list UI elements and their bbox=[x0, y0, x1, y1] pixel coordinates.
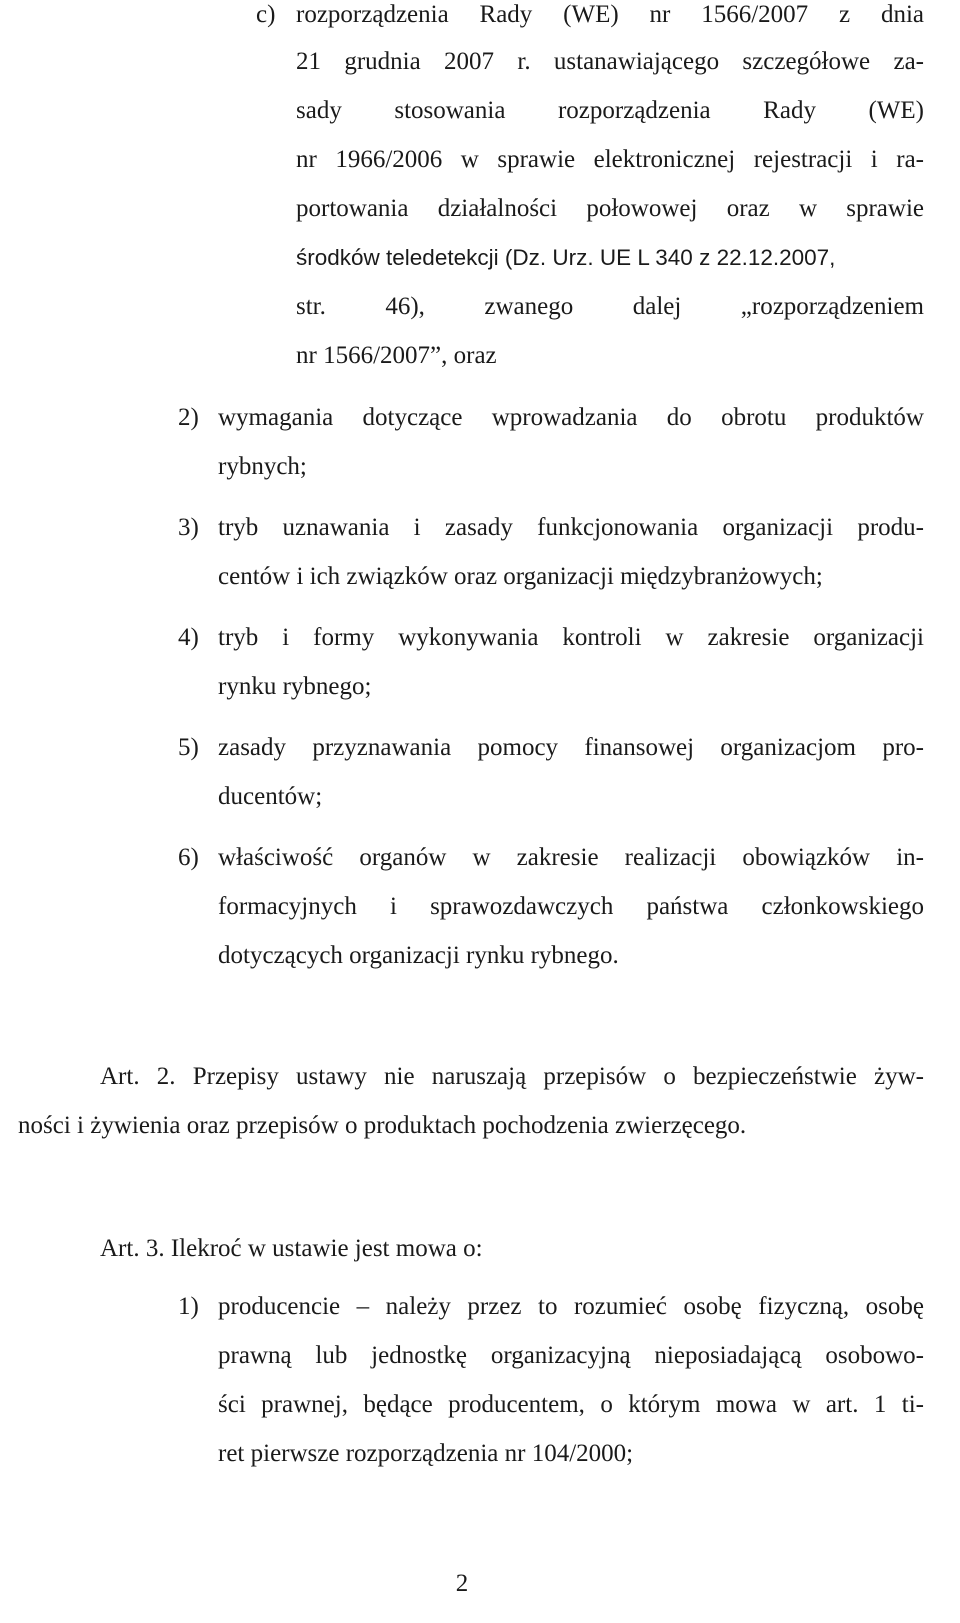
article-2-line-2: ności i żywienia oraz przepisów o produktach pochodzenia zwierzęcego. bbox=[18, 1112, 747, 1139]
item-5-line-1: zasady przyznawania pomocy finansowej organizacjom pro- bbox=[218, 734, 924, 761]
item-4-line-1: tryb i formy wykonywania kontroli w zakresie organizacji bbox=[218, 624, 924, 651]
item-c-line-1: rozporządzenia Rady (WE) nr 1566/2007 z dnia bbox=[296, 1, 924, 28]
item-c-line-4: nr 1966/2006 w sprawie elektronicznej rejestracji i ra- bbox=[296, 146, 924, 173]
article-3-intro: Art. 3. Ilekroć w ustawie jest mowa o: bbox=[100, 1235, 483, 1262]
article-3-item-1-line-3: ści prawnej, będące producentem, o którym mowa w art. 1 ti- bbox=[218, 1391, 924, 1418]
item-6-line-3: dotyczących organizacji rynku rybnego. bbox=[218, 942, 619, 969]
item-2-marker: 2) bbox=[178, 404, 199, 431]
item-3-marker: 3) bbox=[178, 514, 199, 541]
article-2-line-1: Art. 2. Przepisy ustawy nie naruszają przepisów o bezpieczeństwie żyw- bbox=[100, 1063, 924, 1090]
item-c-line-5: portowania działalności połowowej oraz w sprawie bbox=[296, 195, 924, 222]
item-4-line-2: rynku rybnego; bbox=[218, 673, 372, 700]
article-3-item-1-marker: 1) bbox=[178, 1293, 199, 1320]
item-6-line-2: formacyjnych i sprawozdawczych państwa członkowskiego bbox=[218, 893, 924, 920]
item-5-line-2: ducentów; bbox=[218, 783, 323, 810]
item-4-marker: 4) bbox=[178, 624, 199, 651]
article-3-item-1-line-1: producencie – należy przez to rozumieć osobę fizyczną, osobę bbox=[218, 1293, 924, 1320]
item-c-line-2: 21 grudnia 2007 r. ustanawiającego szczegółowe za- bbox=[296, 48, 924, 75]
item-3-line-2: centów i ich związków oraz organizacji międzybranżowych; bbox=[218, 563, 823, 590]
item-5-marker: 5) bbox=[178, 734, 199, 761]
item-3-line-1: tryb uznawania i zasady funkcjonowania organizacji produ- bbox=[218, 514, 924, 541]
page-number: 2 bbox=[455, 1570, 469, 1597]
article-3-item-1-line-2: prawną lub jednostkę organizacyjną nieposiadającą osobowo- bbox=[218, 1342, 924, 1369]
item-6-line-1: właściwość organów w zakresie realizacji obowiązków in- bbox=[218, 844, 924, 871]
item-c-line-8: nr 1566/2007”, oraz bbox=[296, 342, 497, 369]
item-2-line-1: wymagania dotyczące wprowadzania do obrotu produktów bbox=[218, 404, 924, 431]
item-c-line-3: sady stosowania rozporządzenia Rady (WE) bbox=[296, 97, 924, 124]
item-2-line-2: rybnych; bbox=[218, 453, 307, 480]
item-c-marker: c) bbox=[256, 1, 276, 28]
item-c-line-7: str. 46), zwanego dalej „rozporządzeniem bbox=[296, 293, 924, 320]
article-3-item-1-line-4: ret pierwsze rozporządzenia nr 104/2000; bbox=[218, 1440, 634, 1467]
item-6-marker: 6) bbox=[178, 844, 199, 871]
item-c-line-6: środków teledetekcji (Dz. Urz. UE L 340 z 22.12.2007, bbox=[296, 245, 836, 270]
